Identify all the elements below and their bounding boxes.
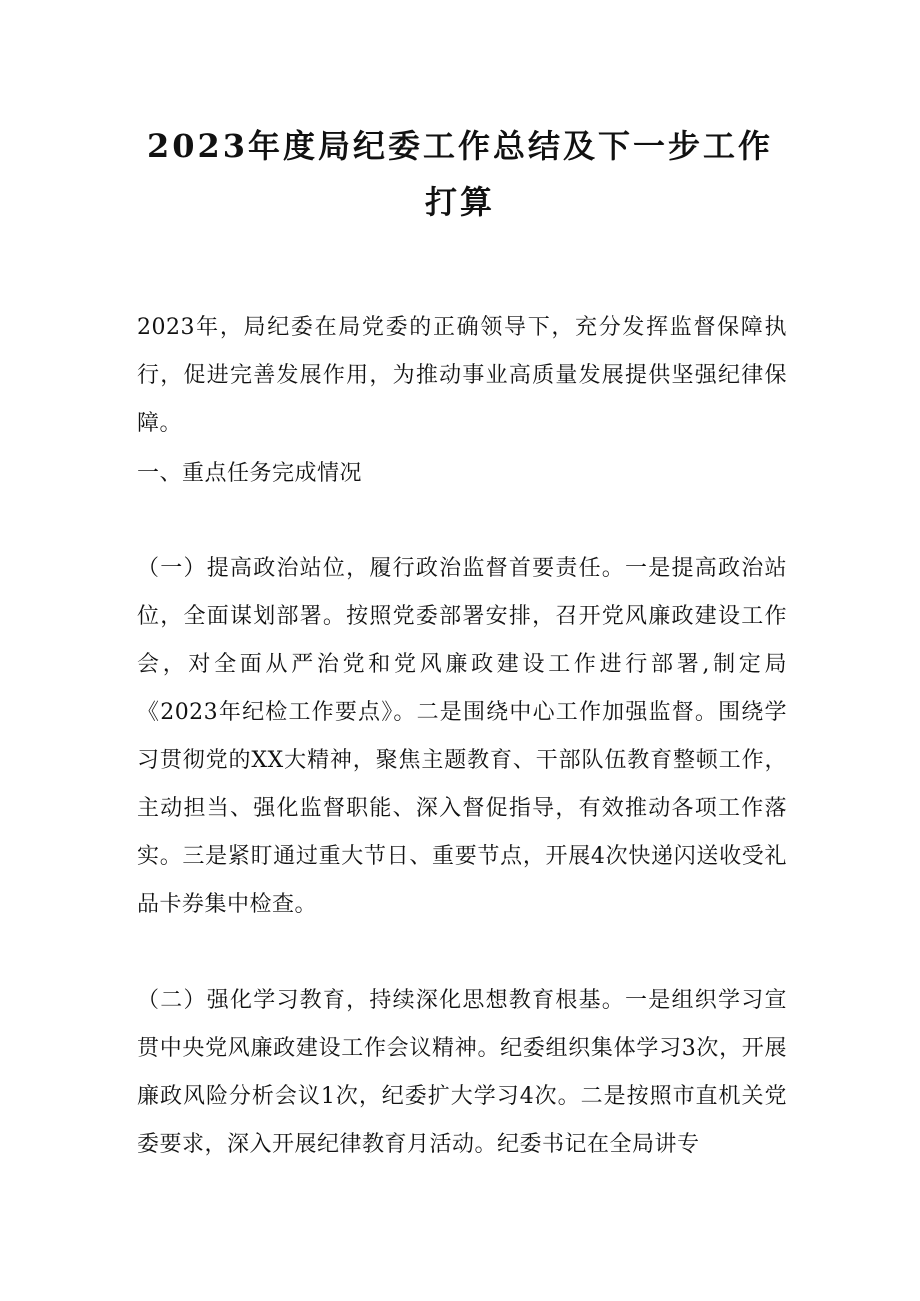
paragraph-item-two: （二）强化学习教育，持续深化思想教育根基。一是组织学习宣贯中央党风廉政建设工作会议精神。纪委组织集体学习3次，开展廉政风险分析会议1次，纪委扩大学习4次。二是按照市直机关党委要求，深入开展纪律教育月活动。纪委书记在全局讲专 [137, 988, 787, 1157]
document-title: 2023年度局纪委工作总结及下一步工作打算 [146, 127, 774, 221]
intro-paragraph: 2023年，局纪委在局党委的正确领导下，充分发挥监督保障执行，促进完善发展作用，为推动事业高质量发展提供坚强纪律保障。 [137, 315, 787, 436]
section-heading: 一、重点任务完成情况 [137, 461, 363, 486]
paragraph-item-one: （一）提高政治站位，履行政治监督首要责任。一是提高政治站位，全面谋划部署。按照党委部署安排，召开党风廉政建设工作会，对全面从严治党和党风廉政建设工作进行部署,制定局《2023年纪检工作要点》。二是围绕中心工作加强监督。围绕学习贯彻党的XX大精神，聚焦主题教育、干部队伍教育整顿工作，主动担当、强化监督职能、深入督促指导，有效推动各项工作落实。三是紧盯通过重大节日、重要节点，开展4次快递闪送收受礼品卡券集中检查。 [137, 556, 787, 917]
